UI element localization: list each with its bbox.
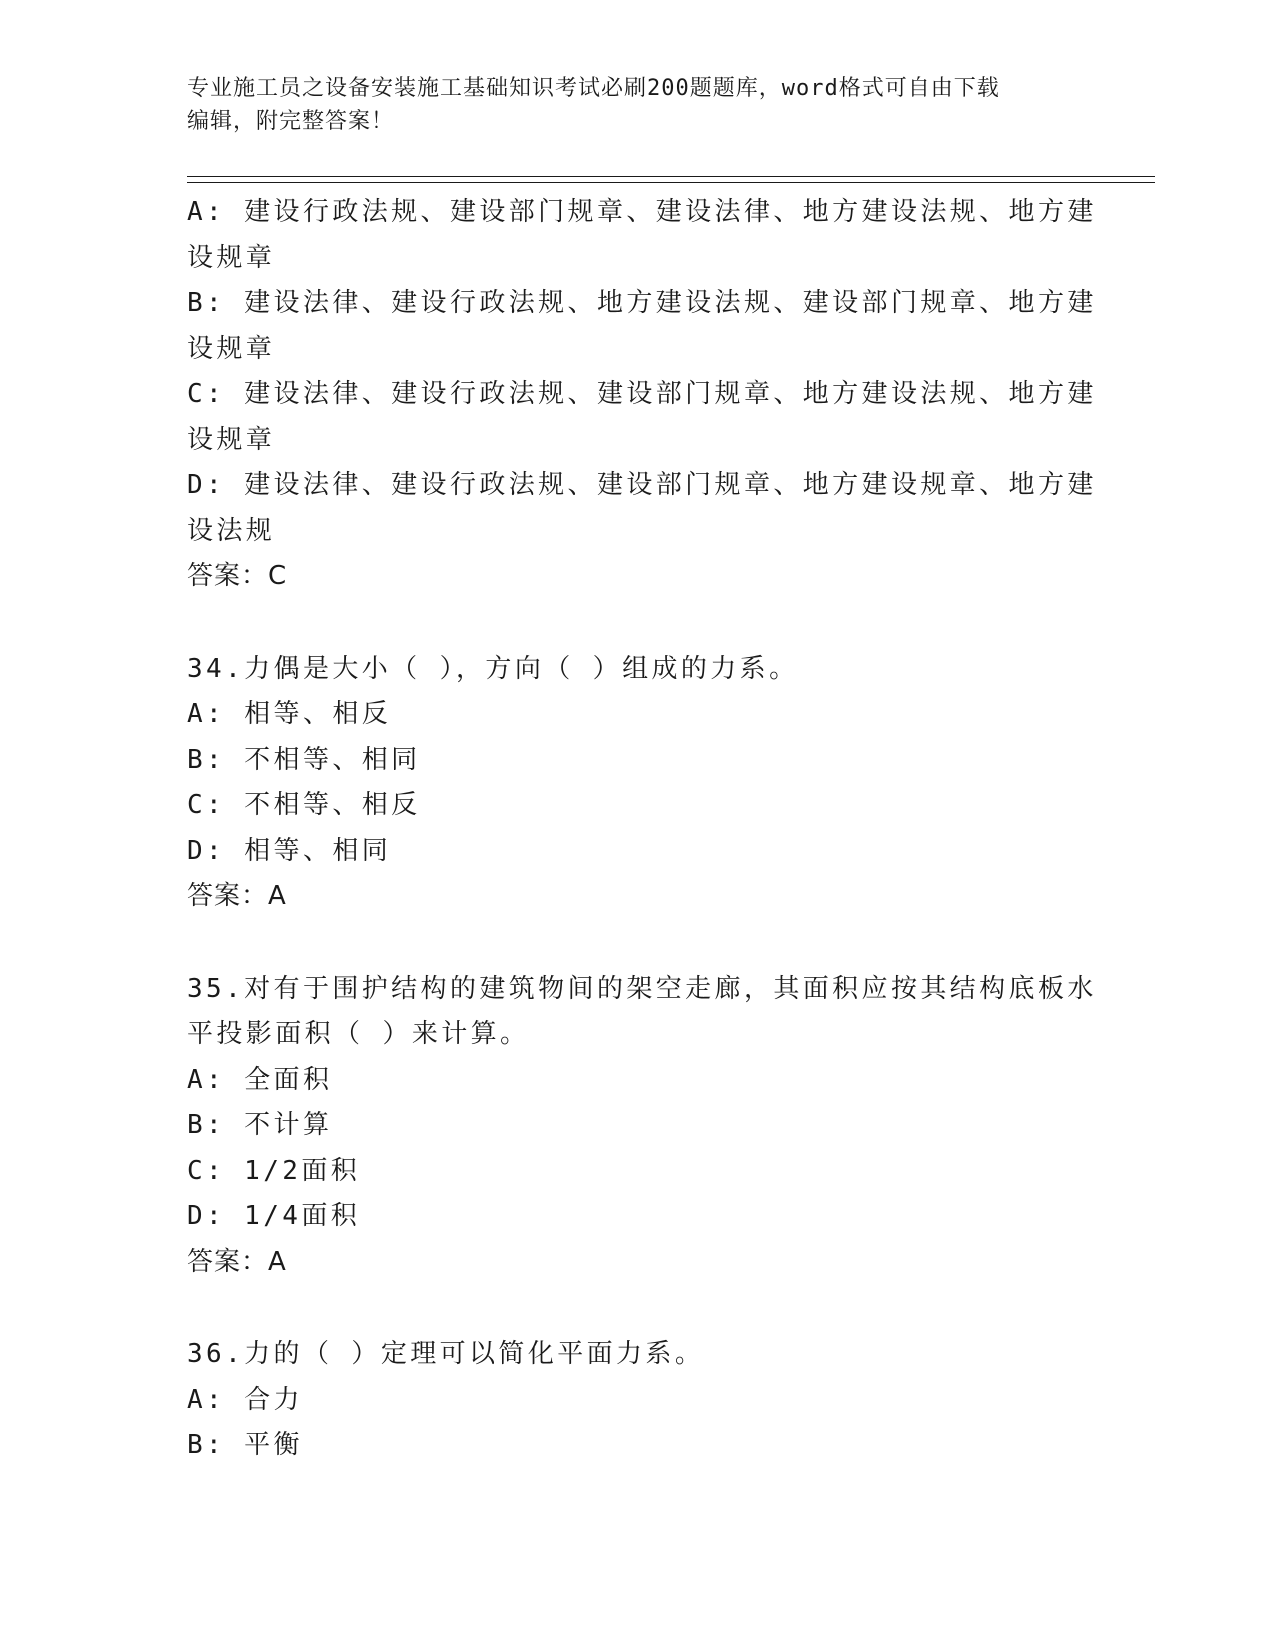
header-divider-top bbox=[187, 176, 1155, 177]
q35-question-line-2: 平投影面积（ ）来计算。 bbox=[187, 1019, 530, 1049]
q35-option-c: C: 1/2面积 bbox=[187, 1155, 361, 1186]
q33-option-b-line-1: B: 建设法律、建设行政法规、地方建设法规、建设部门规章、地方建 bbox=[187, 288, 1097, 318]
q33-option-d-line-2: 设法规 bbox=[187, 515, 276, 546]
q33-option-a-line-1: A: 建设行政法规、建设部门规章、建设法律、地方建设法规、地方建 bbox=[187, 197, 1097, 227]
question-36-block bbox=[187, 1332, 1087, 1469]
q36-question: 36.力的（ ）定理可以简化平面力系。 bbox=[187, 1339, 705, 1369]
q34-question: 34.力偶是大小（ ），方向（ ）组成的力系。 bbox=[187, 653, 799, 684]
header-title-line-2: 编辑，附完整答案！ bbox=[187, 109, 395, 134]
q35-question-line-1: 35.对有于围护结构的建筑物间的架空走廊，其面积应按其结构底板水 bbox=[187, 973, 1097, 1004]
q33-option-b-line-2: 设规章 bbox=[187, 333, 276, 364]
q33-answer: 答案：C bbox=[187, 561, 288, 591]
q34-option-a: A: 相等、相反 bbox=[187, 699, 392, 729]
q34-answer: 答案：A bbox=[187, 881, 287, 911]
question-34-block bbox=[187, 647, 1087, 920]
spacer bbox=[187, 1285, 1087, 1332]
question-list bbox=[187, 190, 1097, 1469]
q34-option-b: B: 不相等、相同 bbox=[187, 744, 421, 775]
q34-option-d: D: 相等、相同 bbox=[187, 835, 392, 866]
q33-option-d-line-1: D: 建设法律、建设行政法规、建设部门规章、地方建设规章、地方建 bbox=[187, 470, 1097, 500]
q35-option-a: A: 全面积 bbox=[187, 1064, 333, 1095]
question-33-block bbox=[187, 190, 1097, 600]
q35-answer: 答案：A bbox=[187, 1246, 287, 1277]
q35-option-d: D: 1/4面积 bbox=[187, 1201, 361, 1231]
q36-option-a: A: 合力 bbox=[187, 1384, 303, 1415]
q36-option-b: B: 平衡 bbox=[187, 1430, 303, 1460]
spacer bbox=[187, 600, 1087, 647]
q35-option-b: B: 不计算 bbox=[187, 1110, 333, 1140]
spacer bbox=[187, 920, 1087, 967]
header-title-line-1: 专业施工员之设备安装施工基础知识考试必刷200题题库，word格式可自由下载 bbox=[187, 76, 1000, 101]
question-35-block bbox=[187, 967, 1097, 1286]
header-divider-bottom bbox=[187, 182, 1155, 183]
q33-option-c-line-1: C: 建设法律、建设行政法规、建设部门规章、地方建设法规、地方建 bbox=[187, 379, 1097, 409]
document-header bbox=[187, 72, 1087, 138]
q34-option-c: C: 不相等、相反 bbox=[187, 790, 421, 820]
q33-option-a-line-2: 设规章 bbox=[187, 242, 276, 273]
q33-option-c-line-2: 设规章 bbox=[187, 424, 276, 455]
